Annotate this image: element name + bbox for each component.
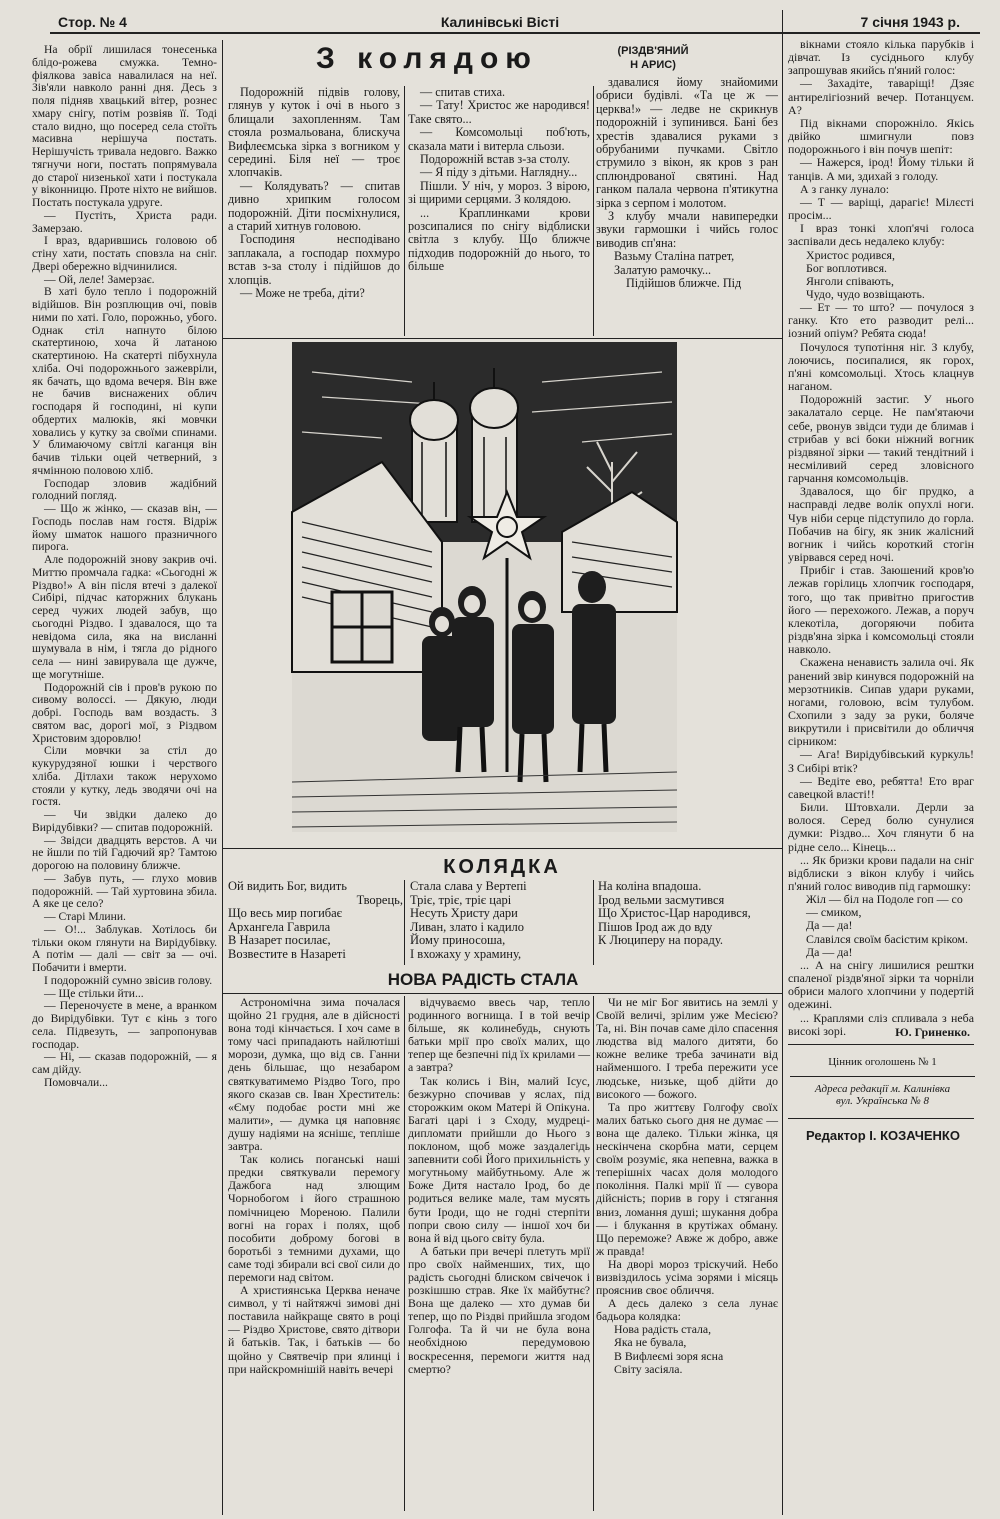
paragraph: К Люциперу на пораду. bbox=[598, 933, 723, 947]
paragraph: Астрономічна зима почалася щойно 21 грудня, але в дійсності вона тоді кінчається. І хоч саме в тому часі припадають найлютіші морози, думка, що від св. Ганни день більшає, що незабаром святкуватимемо Різдво Того, про якого сказав св. Іван Хреститель: «Єму подобає рости мні же малити», — думка ця наповняє душу надіями на яснішє, тепліше завтра. bbox=[228, 995, 400, 1154]
paragraph: Янголи співають, bbox=[806, 273, 894, 288]
paragraph: — Колядувать? — спитав дивно хрипким голосом подорожній. Діти посміхнулися, а старий хитнув головою. bbox=[228, 178, 400, 234]
story-subtitle-line1: (РІЗДВ'ЯНИЙ bbox=[617, 45, 689, 57]
story-author: Ю. Гриненко. bbox=[895, 1025, 970, 1039]
paragraph: — Ой, леле! Замерзає. bbox=[44, 272, 155, 286]
paragraph: — спитав стиха. bbox=[420, 85, 506, 99]
paragraph: Пішов Ірод аж до вду bbox=[598, 919, 713, 934]
column-divider bbox=[782, 10, 783, 1515]
paragraph: Господиня несподівано заплакала, а господар похмуро встав з-за столу і підійшов до хлопців. bbox=[228, 232, 400, 287]
address-line-2: вул. Українська № 8 bbox=[835, 1095, 930, 1107]
paragraph: Да — да! bbox=[806, 944, 853, 959]
story-subtitle bbox=[598, 44, 708, 72]
paragraph: здавалися йому знайомими обриси будівлі. «Та це ж — церква!» — ледве не скрикнув подорожній і зупинився. Бані без хрестів здавалися руками з обрубаними пучками. Світло струмило з вікон, як кров з ран сплюндрованої святині. Над ганком палала червона п'ятикутна зірка з серпом і молотом. bbox=[596, 75, 778, 210]
paragraph: Пішли. У ніч, у мороз. З вірою, зі щирими серцями. З колядою. bbox=[408, 178, 590, 207]
story-column-4 bbox=[596, 76, 778, 334]
paragraph: В хаті було тепло і подорожній відійшов. Він розплющив очі, повів ними по хаті. Голо, порожньо, убого. Однак стіл напнуто білою скатертиною, хоча й латаною скатертиною. На скатерті пібухнула хліба. Очі подорожнього зажевріли, як бачать, що вдома вечеря. Він вже не бачив виснажених облич господаря й господині, ні купи обдертих малюків, які мовчки ховались у кутку за своїми спинами. У блимаючому світлі каганця він бачив тільки оцей четверний, з ячмінною половою хліб. bbox=[32, 285, 217, 477]
paragraph: Подорожній встав з-за столу. bbox=[420, 152, 571, 167]
paragraph: Під вікнами спорожніло. Якісь двійко шмигнули повз подорожнього і він почув шепіт: bbox=[788, 115, 974, 157]
paragraph: Прибіг і став. Заюшений кров'ю лежав горілиць хлопчик господаря, того, що так привітно пригостив його — перехожого. Лежав, а поруч клекотіла, догоряючи побита різдв'яна зірка і комсомольці стояли навколо. bbox=[788, 563, 974, 657]
paragraph: Що весь мир погибає bbox=[228, 906, 343, 920]
paragraph: Йому приносоша, bbox=[410, 933, 506, 947]
paragraph: — Ведіте ево, ребятта! Ето враг савецкой власті!! bbox=[788, 773, 974, 801]
paragraph: — Комсомольці поб'ють, сказала мати і витерла сльози. bbox=[408, 125, 590, 153]
paragraph: На дворі мороз тріскучий. Небо визвіздилось усіма зорями і місяць прояснив своє обличчя. bbox=[596, 1256, 778, 1298]
paragraph: Несуть Христу дари bbox=[410, 906, 518, 920]
story-illustration-rule bbox=[222, 338, 782, 339]
paragraph: Ой видить Бог, видить bbox=[228, 879, 347, 893]
paragraph: відчуваємо ввесь чар, тепло родинного вогнища. І в той вечір більше, як колинебудь, снують батьки мрії про своїх малих, що тепер ще безпечні під їх крилами — а завтра? bbox=[408, 995, 590, 1075]
paragraph: — Ще стільки йти... bbox=[44, 986, 144, 1000]
nova-radist-rule bbox=[222, 993, 782, 994]
paragraph: А з ганку лунало: bbox=[800, 181, 890, 196]
column-divider bbox=[593, 996, 594, 1511]
paragraph: Яка не бувала, bbox=[614, 1335, 687, 1350]
paragraph: І вхожаху у храмину, bbox=[410, 946, 522, 961]
paragraph: Так колись і Він, малий Ісус, безжурно спочивав у яслах, під сторожким оком Матері й Опікуна. Багаті царі і з Сходу, мудреці-дипломати прийшли до Нього з поклоном, щоб може заздалегідь запевнити собі Його прихильність у могутньому майбутньому. Але ж Боже Дитя настало Ірод, бо де родиться велике мале, там мусять бути Іроди, що не годні стерпіти попри свою силу — іншої хоч би вона й від цього світу була. bbox=[408, 1073, 590, 1245]
paragraph: Вазьму Сталіна патрет, bbox=[614, 249, 735, 264]
paragraph: Скажена ненависть залила очі. Як ранений звір кинувся подорожній на мерзотників. Сипав удари руками, ногами, головою, всім тулубом. Схопили з заду за руки, боляче викрутили і присвітили до обличчя сірником: bbox=[788, 655, 974, 749]
paragraph: — Ага! Вирідубівський куркуль! З Сибірі втік? bbox=[788, 747, 974, 775]
paragraph: В Вифлеємі зоря ясна bbox=[614, 1348, 724, 1363]
paragraph: — Ні, — сказав подорожній, — я сам дійду. bbox=[32, 1050, 217, 1076]
footer-divider bbox=[790, 1076, 975, 1077]
issue-date: 7 січня 1943 р. bbox=[860, 14, 960, 30]
paragraph: На коліна впадоша. bbox=[598, 879, 702, 893]
column-divider bbox=[404, 86, 405, 336]
column-divider bbox=[593, 880, 594, 965]
paragraph: — Забув путь, — глухо мовив подорожній. — Тай хуртовина збила. А яке це село? bbox=[32, 871, 217, 911]
paragraph: Подорожній застиг. У нього закалатало серце. Не пам'ятаючи себе, рвонув звідси туди де блимав і стрибав у всі боки ніжний вогник різдвяної зірки — такий тендітний і несміливий серед зловісного гарчання комсомольців. bbox=[788, 392, 974, 486]
paragraph: Так колись поганські наші предки святкували перемогу Дажбога над злющим Чорнобогом і його страшною помічницею Мореною. Палили вогні на горах і полях, щоб пособити доброму богові в боротьбі з темними духами, що саме тоді збирали всі свої сили до перемоги над світом. bbox=[228, 1152, 400, 1284]
nova-radist-column-2 bbox=[408, 996, 590, 1511]
paragraph: — Тату! Христос же народився! Таке свято... bbox=[408, 98, 590, 126]
koliadka-column-3 bbox=[598, 880, 778, 965]
page-header bbox=[50, 10, 980, 34]
paragraph: ... Як бризки крови падали на сніг відблиски з вікон клубу і чийсь п'яний голос виводив під гармошку: bbox=[788, 852, 974, 893]
paragraph: І подорожній сумно звісив голову. bbox=[44, 973, 213, 987]
paragraph: І враз, вдарившись головою об стіну хати, постать сповзла на сніг. Двері обережно відчинилися. bbox=[32, 234, 217, 273]
column-divider bbox=[404, 996, 405, 1511]
paragraph: — Що ж жінко, — сказав він, — Господь послав нам гостя. Відріж йому шматок нашого празничного пирога. bbox=[32, 502, 217, 554]
paragraph: Сіли мовчки за стіл до кукурудзяної юшки і черствого хліба. Дітлахи також нерухомо стояли у кутку, ледь зводячи очі на гостя. bbox=[32, 744, 217, 809]
paragraph: Подорожній підвів голову, глянув у куток і очі в нього з блищали захопленням. Там стояла розмальована, блискуча Вифлеємська зірка з вогником у середині. Біля неї — троє хлопчаків. bbox=[228, 85, 400, 180]
paragraph: А десь далеко з села лунає бадьора колядка: bbox=[596, 1296, 778, 1324]
paragraph: Архангела Гаврила bbox=[228, 919, 331, 934]
paragraph: Помовчали... bbox=[44, 1075, 108, 1089]
koliadka-column-2 bbox=[410, 880, 595, 965]
paragraph: Жіл — біл на Подоле гоп — со — смиком, bbox=[806, 892, 963, 920]
paragraph: З клубу мчали навипередки звуки гармошки і чийсь голос виводив сп'яна: bbox=[596, 209, 778, 250]
paragraph: Стала слава у Вертепі bbox=[410, 879, 527, 893]
paragraph: Ірод вельми засмутився bbox=[598, 892, 725, 907]
paragraph: Почулося тупотіння ніг. З клубу, лоючись, посипалися, як горох, п'яні комсомольці. Хтось клацнув наганом. bbox=[788, 339, 974, 394]
footer-info bbox=[790, 1050, 975, 1107]
paragraph: — Може не треба, діти? bbox=[240, 286, 365, 301]
paragraph: — Старі Млини. bbox=[44, 910, 126, 923]
paragraph: — Ет — то што? — почулося з ганку. Кто ето разводит релі... іозний опіум? Ребята сюда! bbox=[788, 300, 974, 341]
paragraph: — Т — варіщі, дарагіє! Мілєсті просім... bbox=[788, 194, 974, 223]
paragraph: В Назарет посилає, bbox=[228, 933, 331, 947]
paragraph: — Пустіть, Христа ради. Замерзаю. bbox=[32, 208, 217, 235]
paragraph: Світу засіяла. bbox=[614, 1361, 683, 1376]
paragraph: Здавалося, що біг прудко, а насправді ледве волік опухлі ноги. Чув ніби серце підступило до горла. Побачив на бігу, як зник жалісний вогник і чийсь короткий стогін увірвався серед ночі. bbox=[788, 484, 974, 565]
paragraph: Та про життєву Голгофу своїх малих батько сього дня не думає — вона ще далеко. Тільки жінка, ця нескінчена скорбна мати, серцем своїм розуміє, яка непевна, важка в теперішніх часах доля молодого покоління. Палкі мрії її — сувора дійсність; порив в гору і стягання вниз, ломання душі; шукання добра — і блукання в крутіжах обману. Що переможе? Авже ж добро, авже ж правда! bbox=[596, 1099, 778, 1258]
address-line-1: Адреса редакції м. Калинівка bbox=[814, 1083, 951, 1095]
column-divider bbox=[404, 880, 405, 965]
paragraph: Тріє, тріє, тріє царі bbox=[410, 892, 512, 907]
paragraph: — Чи звідки далеко до Вирідубівки? — спитав подорожній. bbox=[32, 808, 217, 834]
paragraph: Творець, bbox=[356, 892, 403, 907]
story-column-2 bbox=[228, 86, 400, 334]
nova-radist-column-1 bbox=[228, 996, 400, 1511]
page-number: Стор. № 4 bbox=[58, 14, 127, 30]
story-subtitle-line2: Н АРИС) bbox=[630, 59, 676, 71]
koliadka-title: КОЛЯДКА bbox=[443, 856, 561, 878]
paragraph: Подорожній сів і пров'в рукою по сивому волоссі. — Дякую, люди добрі. Господь вам воздасть. З святом вас, дорогі мої, з Різдвом Христовим здоровлю! bbox=[32, 680, 217, 745]
story-column-3 bbox=[408, 86, 590, 334]
paragraph: — Звідси двадцять верстов. А чи не йшли по тій Гадючий яр? Тамтою дорогою на половину ближче. bbox=[32, 833, 217, 872]
paragraph: Що Христос-Цар народився, bbox=[598, 906, 751, 920]
paragraph: І враз тонкі хлоп'ячі голоса заспівали десь недалеко клубу: bbox=[788, 221, 974, 249]
paragraph: Господар зловив жадібний голодний погляд. bbox=[32, 476, 217, 503]
paragraph: — Нажерся, ірод! Йому тільки й танців. А ми, здихай з голоду. bbox=[788, 155, 974, 183]
paragraph: Славілся своїм басістим кріком. bbox=[806, 931, 968, 946]
paragraph: Да — да! bbox=[806, 918, 853, 933]
story-column-1 bbox=[32, 44, 217, 1512]
column-divider bbox=[222, 40, 223, 1515]
paragraph: ... Краплями сліз спливала з неба високі зорі. bbox=[788, 1010, 974, 1038]
footer-rule bbox=[788, 1044, 974, 1045]
paragraph: Возвестите в Назареті bbox=[228, 946, 346, 961]
paragraph: Але подорожній знову закрив очі. Миттю промчала гадка: «Сьогодні ж Різдво!» А він після втечі з далекої Сибірі, підчас каторжних блукань серед чужих людей забув, що сьогодні Різдво. І здавалося, що та невідома сила, яка на висланні шумувала в нім, і тягла до рідного села — нині завирувала ще дужче, ще могутніше. bbox=[32, 553, 217, 681]
paper-name: Калинівські Вісті bbox=[440, 14, 560, 30]
paragraph: Бог воплотився. bbox=[806, 260, 888, 275]
column-divider bbox=[593, 86, 594, 336]
paragraph: Ливан, злато і кадило bbox=[410, 919, 525, 934]
paragraph: Били. Штовхали. Дерли за волося. Серед болю сунулися думки: Різдво... Хоч глянути б на рідне село... Кінець... bbox=[788, 800, 974, 854]
paragraph: Христос родився, bbox=[806, 247, 895, 262]
paragraph: — Захадіте, таваріщі! Дзяє антирелігіозний вечер. Потанцуєм. А? bbox=[788, 76, 974, 117]
carolers-woodcut-illustration bbox=[292, 342, 677, 832]
paragraph: На обрії лишилася тонесенька блідо-рожева смужка. Темно-фіялкова завіса навалилася на неї. Зів'яли навколо ранні дня. Десь з поля підняв хвацький вітер, рознес хмару снігу, потім розвіяв її. Тоді стало видно, що посеред села стоїть масивна нерішуча постать. Нерішучість тривала недовго. Важко тягнучи ноги, постать попрямувала до старої низенької хати і постукала у віконницю. Проте ніхто не вийшов. Постать постукала удруге. bbox=[32, 43, 217, 209]
paragraph: ... Краплинками крови розсипалися по снігу відблиски світла з клубу. Що ближче підходив подорожній до нього, то більше bbox=[408, 205, 590, 274]
paragraph: Підійшов ближче. Під bbox=[626, 276, 742, 291]
paragraph: Нова радість стала, bbox=[614, 1322, 712, 1337]
nova-radist-title: НОВА РАДІСТЬ СТАЛА bbox=[387, 970, 579, 989]
paragraph: вікнами стояло кілька парубків і дівчат. Із сусіднього клубу запрошував якийсь п'яний голос: bbox=[788, 37, 974, 78]
paragraph: — Переночуєте в мене, а вранком до Вирідубівки. Тут є кінь з того села. Підвезуть, — запропонував господар. bbox=[32, 999, 217, 1051]
paragraph: Чи не міг Бог явитись на землі у Своїй величі, зрілим уже Месією? Та, ні. Він почав саме діло спасення людства від малого дитяти, бо кожне велике треба зачинати від найменшого. І треба пережити усе людське, низьке, щоб дійти до високого — божого. bbox=[596, 995, 778, 1101]
editor-rule bbox=[788, 1118, 974, 1119]
nova-radist-column-3 bbox=[596, 996, 778, 1511]
paragraph: — О!... Заблукав. Хотілось би тільки оком глянути на Вирідубівку. А потім — далі — світ за — очі. Побачити і вмерти. bbox=[32, 922, 217, 974]
paragraph: А батьки при вечері плетуть мрії про своїх найменших, тих, що радість сьогодні блиском свічечок і розкішшю страв. Яке їх майбутнє? Вона ще далеко — хто думав би тепер, що по Різдві прийшла згодом Голгофа. Та й чи не була вона необхідною передумовою воскресення, перемоги життя над смертю? bbox=[408, 1243, 590, 1376]
ad-price: Цінник оголошень № 1 bbox=[828, 1056, 937, 1068]
editor-name: Редактор І. КОЗАЧЕНКО bbox=[806, 1128, 960, 1143]
paragraph: — Я піду з дітьми. Наглядну... bbox=[420, 165, 578, 180]
paragraph: А християнська Церква неначе символ, у ті найтяжчі зимові дні поставила найкраще свято в році — Різдво Христове, свято дітвори й батьків. Так, і батьків — бо щойно у Святвечір при ялинці і при найскромнішій навіть вечері bbox=[228, 1283, 400, 1376]
koliadka-top-rule bbox=[222, 848, 782, 849]
story-title: З колядою bbox=[316, 42, 538, 75]
koliadka-column-1 bbox=[228, 880, 403, 965]
paragraph: Чудо, чудо возвіщають. bbox=[806, 286, 925, 301]
paragraph: ... А на снігу лишилися рештки спаленої різдв'яної зірки та чорніли обриси малого хлопчини у подертій одежині. bbox=[788, 957, 974, 1012]
paragraph: Залатую рамочку... bbox=[614, 262, 712, 277]
